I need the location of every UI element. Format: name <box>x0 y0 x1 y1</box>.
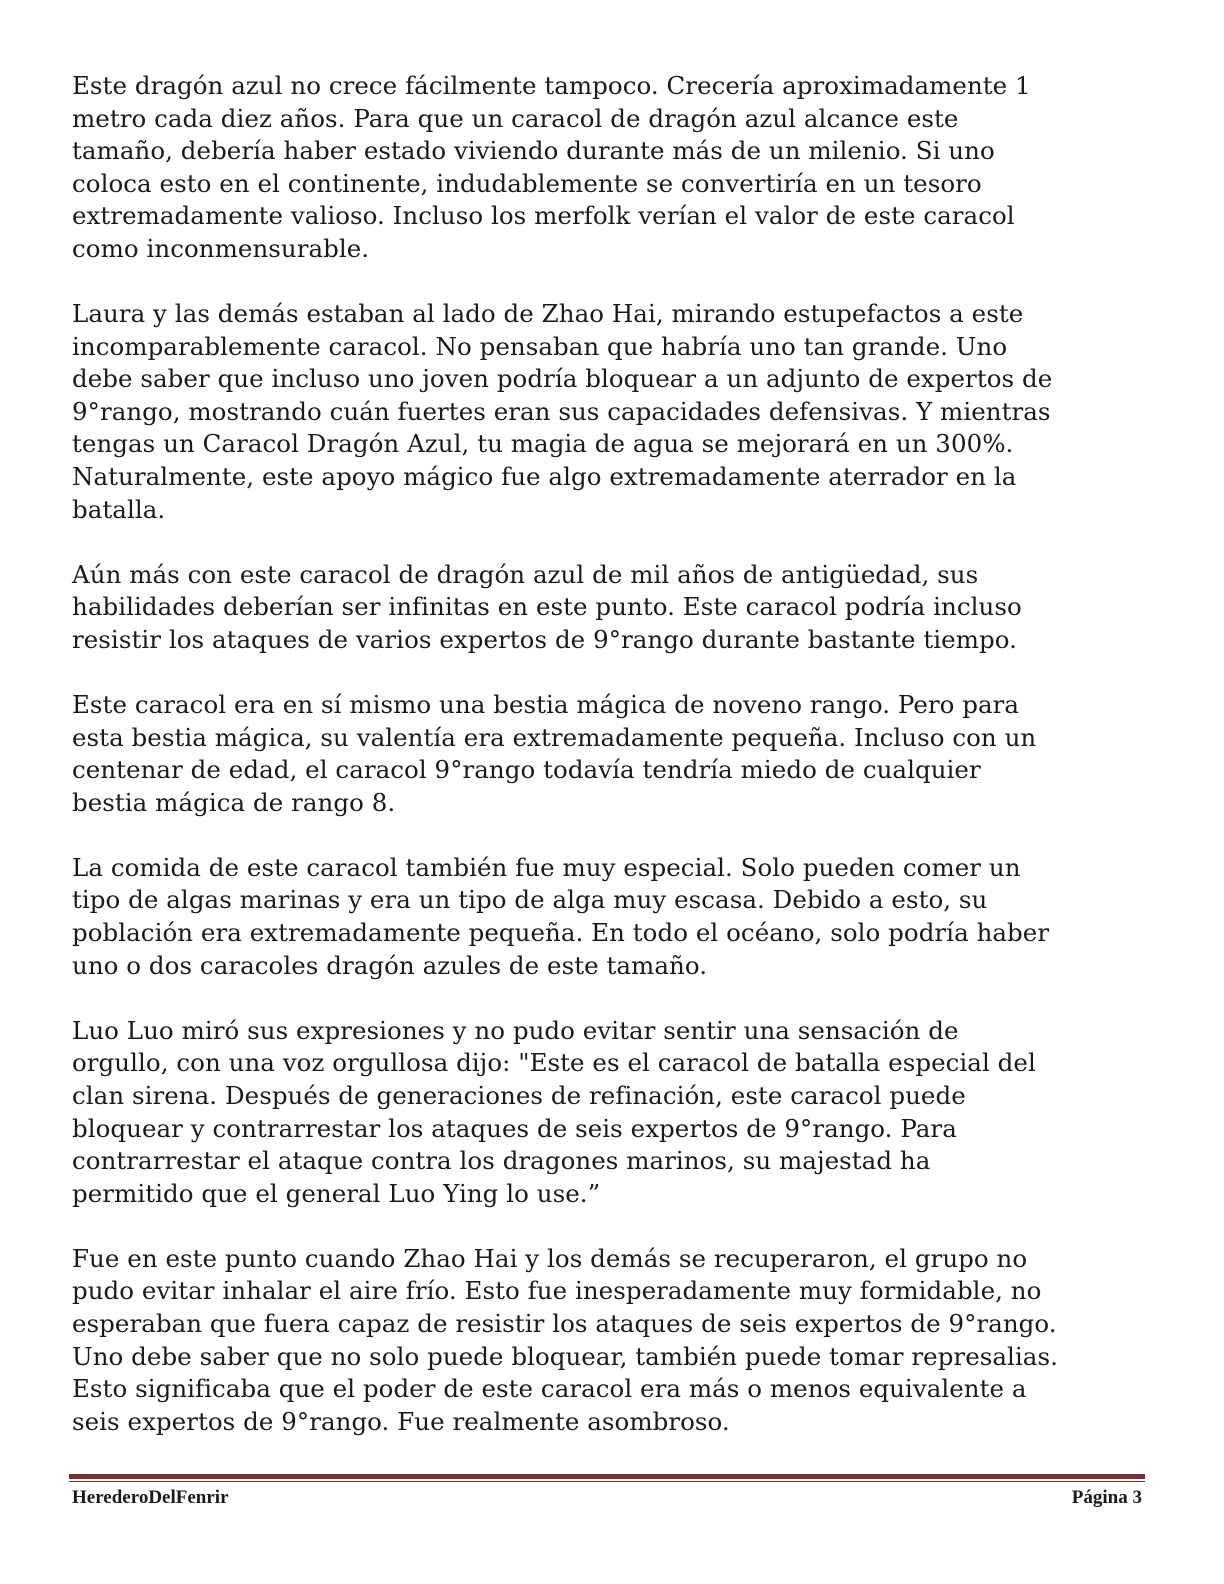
text-line: población era extremadamente pequeña. En todo el océano, solo podría haber <box>72 918 1050 948</box>
text-line: Esto significaba que el poder de este caracol era más o menos equivalente a <box>72 1374 1027 1404</box>
text-line: esta bestia mágica, su valentía era extremadamente pequeña. Incluso con un <box>72 722 1037 752</box>
paragraph <box>72 1015 1147 1211</box>
text-line: como inconmensurable. <box>72 233 370 263</box>
text-line: Aún más con este caracol de dragón azul de mil años de antigüedad, sus <box>72 559 979 589</box>
text-line: bloquear y contrarrestar los ataques de seis expertos de 9°rango. Para <box>72 1113 957 1143</box>
paragraph <box>72 689 1147 819</box>
text-line: centenar de edad, el caracol 9°rango todavía tendría miedo de cualquier <box>72 755 981 785</box>
footer-author: HerederoDelFenrir <box>72 1487 229 1508</box>
text-line: Este dragón azul no crece fácilmente tampoco. Crecería aproximadamente 1 <box>72 71 1031 100</box>
text-line: resistir los ataques de varios expertos de 9°rango durante bastante tiempo. <box>72 624 1017 654</box>
text-line: Uno debe saber que no solo puede bloquear, también puede tomar represalias. <box>72 1341 1058 1371</box>
text-line: esperaban que fuera capaz de resistir los ataques de seis expertos de 9°rango. <box>72 1309 1057 1338</box>
footer-page-number: Página 3 <box>1071 1487 1142 1508</box>
text-line: batalla. <box>72 494 166 524</box>
text-line: permitido que el general Luo Ying lo use.” <box>72 1178 601 1208</box>
text-line: coloca esto en el continente, indudablemente se convertiría en un tesoro <box>72 168 982 198</box>
text-line: debe saber que incluso uno joven podría bloquear a un adjunto de expertos de <box>72 364 1053 394</box>
text-line: pudo evitar inhalar el aire frío. Esto fue inesperadamente muy formidable, no <box>72 1276 1042 1306</box>
text-line: Naturalmente, este apoyo mágico fue algo extremadamente aterrador en la <box>72 462 1017 492</box>
paragraph <box>72 70 1147 266</box>
text-line: La comida de este caracol también fue muy especial. Solo pueden comer un <box>72 852 1021 882</box>
text-line: 9°rango, mostrando cuán fuertes eran sus capacidades defensivas. Y mientras <box>72 396 1051 426</box>
paragraph <box>72 298 1147 526</box>
footer-divider <box>69 1474 1145 1479</box>
text-line: habilidades deberían ser infinitas en este punto. Este caracol podría incluso <box>72 592 1022 622</box>
footer-divider-thin <box>69 1481 1145 1482</box>
text-line: Este caracol era en sí mismo una bestia mágica de noveno rango. Pero para <box>72 690 1020 719</box>
page-body <box>72 70 1147 1471</box>
text-line: Fue en este punto cuando Zhao Hai y los demás se recuperaron, el grupo no <box>72 1243 1028 1273</box>
text-line: clan sirena. Después de generaciones de refinación, este caracol puede <box>72 1080 966 1110</box>
paragraph <box>72 559 1147 657</box>
text-line: uno o dos caracoles dragón azules de este tamaño. <box>72 950 708 980</box>
text-line: metro cada diez años. Para que un caracol de dragón azul alcance este <box>72 103 959 133</box>
text-line: tamaño, debería haber estado viviendo durante más de un milenio. Si uno <box>72 136 995 166</box>
paragraph <box>72 852 1147 982</box>
text-line: tipo de algas marinas y era un tipo de alga muy escasa. Debido a esto, su <box>72 885 988 915</box>
text-line: contrarrestar el ataque contra los dragones marinos, su majestad ha <box>72 1146 931 1176</box>
text-line: Laura y las demás estaban al lado de Zhao Hai, mirando estupefactos a este <box>72 299 1024 329</box>
text-line: extremadamente valioso. Incluso los merfolk verían el valor de este caracol <box>72 201 1015 231</box>
text-line: bestia mágica de rango 8. <box>72 787 396 817</box>
text-line: tengas un Caracol Dragón Azul, tu magia de agua se mejorará en un 300%. <box>72 429 1014 459</box>
paragraph <box>72 1243 1147 1439</box>
text-line: incomparablemente caracol. No pensaban que habría uno tan grande. Uno <box>72 331 1008 361</box>
text-line: Luo Luo miró sus expresiones y no pudo evitar sentir una sensación de <box>72 1015 959 1045</box>
text-line: orgullo, con una voz orgullosa dijo: "Este es el caracol de batalla especial del <box>72 1048 1036 1078</box>
text-line: seis expertos de 9°rango. Fue realmente asombroso. <box>72 1406 730 1436</box>
